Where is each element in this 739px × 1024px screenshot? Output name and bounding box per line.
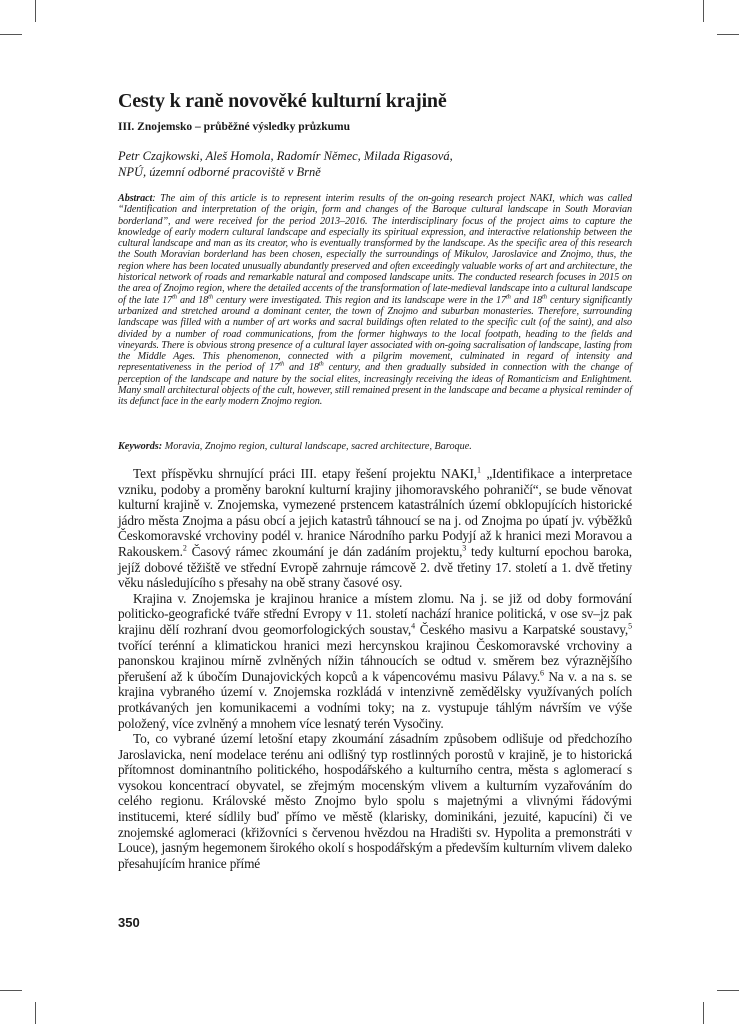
abstract-text: and 18 <box>510 294 543 306</box>
crop-mark-bottom-left <box>35 1002 36 1024</box>
crop-mark-bottom-left-h <box>0 990 22 991</box>
abstract-text: century, and then gradually subsided in connection with the change of perception of the landscape and nature by the social elites, increasingly receiving the ideas of Romanticism and Enlightment. Many small architectural objects of the cult, however, still remained present in the landscape and became a physical reminder of its defunct face in the early modern Znojmo region. <box>118 362 633 408</box>
abstract-text: and 18 <box>176 294 209 306</box>
body-text-run: tvořící terénní a klimatickou hranici mezi hercynskou krajinou Českomoravské vrchoviny a panonskou krajinou mírně zvlněných nížin táhnoucích se odtud v. směrem bez výraznějšího přerušení až k úbočím Dunajovických kopců a k vápencovému masivu Pálavy. <box>118 637 632 684</box>
article-title: Cesty k raně novověké kulturní krajině <box>118 90 447 112</box>
crop-mark-top-left-h <box>0 34 22 35</box>
body-text-run: Krajina v. Znojemska je krajinou hranice a místem zlomu. Na j. se již od doby formování politicko-geografické tváře střední Evropy v 11. století nachází hranice politická, v ose sv–jz pak krajinu dělí rozhraní dvou geomorfologických soustav, <box>118 590 632 637</box>
crop-mark-top-right-h <box>717 34 739 35</box>
footnote-ref-6[interactable]: 6 <box>539 668 544 678</box>
ordinal-suffix: th <box>542 293 547 301</box>
abstract-text: century significantly urbanized and stretched around a dominant center, the town of Znojmo and suburban monasteries. Therefore, surrounding landscape was filled with a number of art works and sacral buildings often related to the specific cult (of the saint), and also divided by a number of road communications, from the former highways to the local footpath, heading to the fields and vineyards. There is obvious strong presence of a cultural layer associated with on-going sacralisation of landscape, lasting from the Middle Ages. This phenomenon, connected with a pilgrim movement, culminated in regard of intensity and representativeness in the period of 17 <box>118 294 633 374</box>
body-text-run: To, co vybrané území letošní etapy zkoumání zásadním způsobem odlišuje od předchozího Jaroslavicka, není modelace terénu ani odlišný typ rostlinných porostů v krajině, je to historická přítomnost dominantního politického, hospodářského a kulturního centra, města s aglomerací s vysokou koncentrací obyvatel, se zřejmým mocenským vlivem a kulturním vyzařováním do celého regionu. Královské město Znojmo bylo spolu s majetnými a vlivnými řádovými institucemi, které sídlily buď přímo ve městě (klarisky, dominikáni, jezuité, kapucíni) či ve znojemské aglomeraci (křižovníci s červenou hvězdou na Hradišti sv. Hypolita a premonstráti v Louce), jasným hegemonem širokého okolí s hospodářským a především kulturním vlivem daleko přesahujícím hranice přímé <box>118 731 632 871</box>
body-paragraph <box>118 591 632 731</box>
abstract-text: and 18 <box>284 362 319 374</box>
ordinal-suffix: th <box>279 361 285 369</box>
ordinal-suffix: th <box>505 293 511 301</box>
article-subtitle: III. Znojemsko – průběžné výsledky průzkumu <box>118 121 350 133</box>
footnote-ref-1[interactable]: 1 <box>476 465 481 475</box>
abstract-label: Abstract <box>118 193 153 204</box>
author-names: Petr Czajkowski, Aleš Homola, Radomír Němec, Milada Rigasová, <box>118 149 453 163</box>
body-text-run: Text příspěvku shrnující práci III. etapy řešení projektu NAKI, <box>133 466 477 481</box>
body-paragraph <box>118 731 632 871</box>
footnote-ref-2[interactable]: 2 <box>182 543 187 553</box>
crop-mark-bottom-right <box>703 1002 704 1024</box>
page-number: 350 <box>118 915 140 930</box>
crop-mark-top-right <box>703 0 704 22</box>
body-paragraph <box>118 466 632 591</box>
body-text-run: Na v. a na s. se krajina vybraného území v. Znojemska rozkládá v intenzivně zemědělsky využívaných polích protkávaných jen komunikacemi a vodními toky; na z. vystupuje táhlým návrším ve výše položený, více zvlněný a mnohem více lesnatý terén Vysočiny. <box>118 668 632 731</box>
keywords-label: Keywords: <box>118 441 163 452</box>
abstract-text: : The aim of this article is to represent interim results of the on-going research project NAKI, which was called “Identification and interpretation of the origin, form and changes of the Baroque cultural landscape in South Moravian borderland”, and were received for the period 2013–2016. The interdisciplinary focus of the project aims to capture the knowledge of early modern cultural landscape and especially its spiritual expression, and interactive relationship between the cultural landscape and man as its creator, who is eventually transformed by the landscape. As the specific area of this research the South Moravian borderland has been chosen, especially the surroundings of Mikulov, Jaroslavice and Znojmo, thus, the region where has been located unusually abundantly preserved and often exceedingly valuable works of art and architecture, the historical network of roads and remarkable natural and composed landscape units. The conducted research focuses in 2015 on the area of Znojmo region, where the detailed accents of the transformation of late-medieval landscape into a cultural landscape of the late 17 <box>118 193 632 306</box>
footnote-ref-5[interactable]: 5 <box>628 621 632 631</box>
abstract <box>118 193 632 408</box>
crop-mark-top-left <box>35 0 36 22</box>
body-text-run: tedy kulturní epochou baroka, jejíž dobové těžiště ve střední Evropě zahrnuje rámcově 2. dvě třetiny 17. století a 1. dvě třetiny věku následujícího s přesahy na obě strany časové osy. <box>118 543 632 591</box>
footnote-ref-3[interactable]: 3 <box>462 543 467 553</box>
body-text-run: „Identifikace a interpretace vzniku, podoby a proměny barokní kulturní krajiny jihomoravského pohraničí“, se bude věnovat kulturní krajině v. Znojemska, vymezené prstencem katastrálních území obklopujících historické jádro města Znojma a pásu obcí a jejich katastrů táhnoucí se na j. od Znojma po úpatí jv. výběžků Českomoravské vrchoviny podél v. hranice Národního parku Podyjí až k hranici mezi Moravou a Rakouskem. <box>118 466 632 559</box>
footnote-ref-4[interactable]: 4 <box>411 621 415 631</box>
author-block <box>118 148 638 180</box>
body-text-run: Českého masivu a Karpatské soustavy, <box>414 621 629 637</box>
abstract-text: century were investigated. This region and its landscape were in the 17 <box>212 294 506 306</box>
author-affiliation: NPÚ, územní odborné pracoviště v Brně <box>118 165 321 179</box>
ordinal-suffix: th <box>172 293 177 301</box>
article-body <box>118 466 632 871</box>
keywords-text: Moravia, Znojmo region, cultural landscape, sacred architecture, Baroque. <box>162 441 472 452</box>
keywords <box>118 441 632 453</box>
body-text-run: Časový rámec zkoumání je dán zadáním projektu, <box>186 543 463 559</box>
ordinal-suffix: th <box>208 293 213 301</box>
ordinal-suffix: th <box>318 361 324 369</box>
crop-mark-bottom-right-h <box>717 990 739 991</box>
